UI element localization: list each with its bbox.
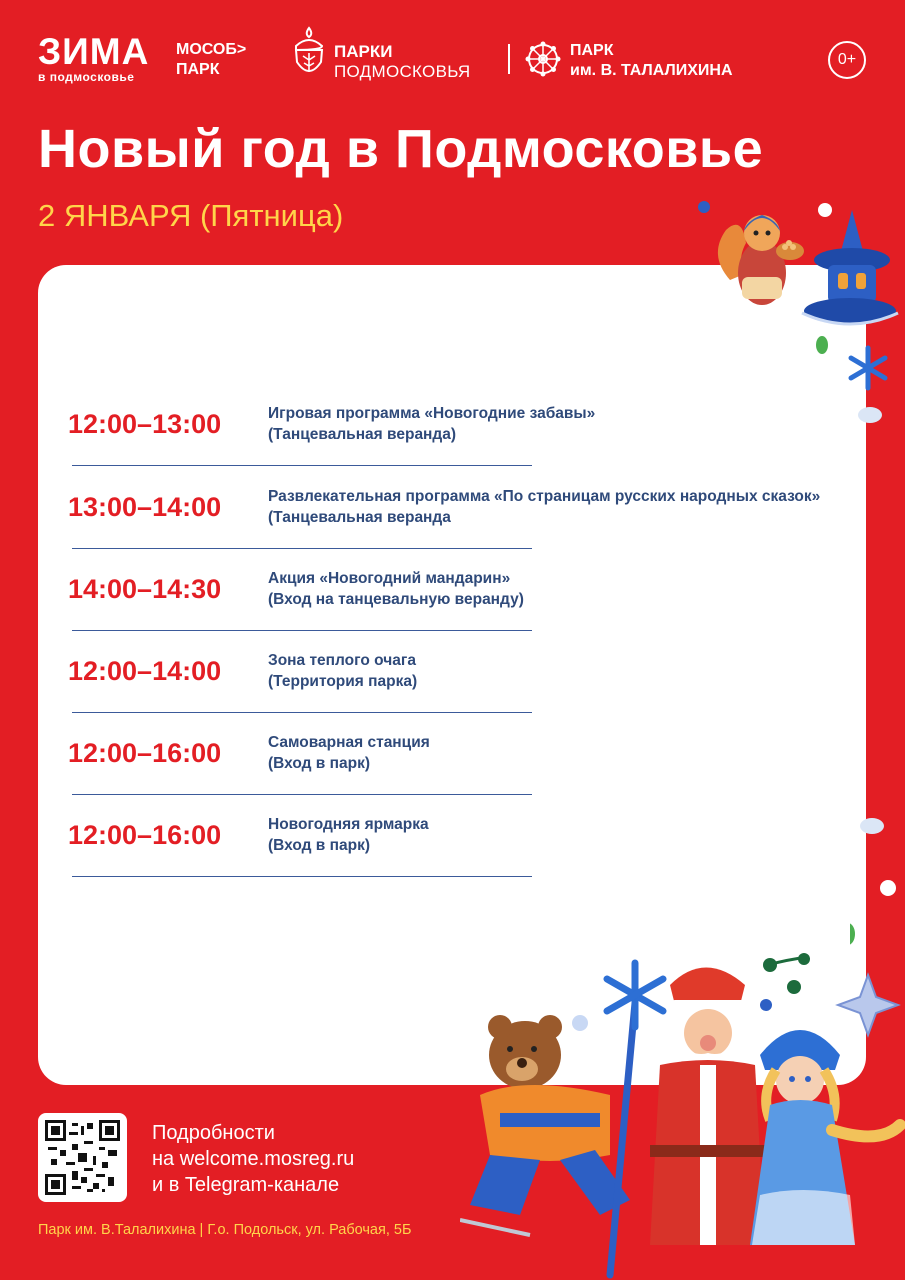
footer-address: Парк им. В.Талалихина | Г.о. Подольск, ул. Рабочая, 5Б [38,1222,412,1238]
schedule-activity: Самоварная станция [268,734,430,751]
schedule-time: 12:00–14:00 [68,656,222,686]
schedule-description [268,650,417,692]
schedule-location: (Территория парка) [268,673,418,690]
schedule-location: (Вход в парк) [268,755,370,772]
page-title: Новый год в Подмосковье [38,119,764,179]
leaf-ornament [816,336,828,354]
schedule-activity: Развлекательная программа «По страницам русских народных сказок» [268,488,821,505]
logo-divider [508,44,510,74]
star-ornament [838,975,898,1035]
mosobpark-logo[interactable] [176,40,246,80]
schedule-description [268,568,524,610]
blue-tower-ornament [802,210,898,324]
leaf-ornament [850,923,855,945]
schedule-location: (Вход в парк) [268,837,370,854]
row-divider [72,712,532,713]
zima-logo-title: ЗИМА [38,31,150,72]
schedule-time: 13:00–14:00 [68,492,222,522]
schedule-row [68,486,868,568]
schedule-description [268,732,430,774]
holly-berries [763,953,810,994]
squirrel-figurine [718,215,804,305]
qr-code[interactable] [38,1113,127,1202]
row-divider [72,548,532,549]
ornament-dot [698,201,710,213]
schedule-location: (Вход на танцевальную веранду) [268,591,524,608]
ornament-dot [818,203,832,217]
details-link[interactable]: на welcome.mosreg.ru [152,1148,355,1170]
schedule-time: 14:00–14:30 [68,574,222,604]
park-logo-line2: им. В. ТАЛАЛИХИНА [570,62,733,79]
details-line1: Подробности [152,1122,275,1144]
mosobpark-logo-line1: МОСОБ> [176,41,247,58]
schedule-location: (Танцевальная веранда) [268,426,457,443]
schedule-time: 12:00–16:00 [68,820,222,850]
header [0,22,905,92]
side-decoration [850,810,905,950]
park-logo-line1: ПАРК [570,42,614,59]
age-rating-badge: 0+ [828,41,866,79]
bottom-decoration [460,945,905,1280]
schedule-activity: Новогодняя ярмарка [268,816,429,833]
schedule-description [268,403,595,445]
schedule-location: (Танцевальная веранда [268,509,451,526]
bear-figurine [460,1015,630,1235]
row-divider [72,794,532,795]
schedule-row [68,732,868,814]
schedule-row [68,568,868,650]
zima-logo-subtitle: в подмосковье [38,70,135,84]
ferris-wheel-icon [524,40,562,78]
schedule-description [268,486,820,528]
schedule-row [68,650,868,732]
event-date: 2 ЯНВАРЯ (Пятница) [38,198,344,233]
row-divider [72,876,532,877]
details-info [152,1120,354,1198]
parki-logo-line2: ПОДМОСКОВЬЯ [334,62,471,81]
ornament-dot [572,1015,588,1031]
ornament-dot [760,999,772,1011]
schedule-description [268,814,429,856]
row-divider [72,630,532,631]
schedule-time: 12:00–16:00 [68,738,222,768]
schedule-activity: Зона теплого очага [268,652,416,669]
top-decoration [690,185,905,445]
zima-logo[interactable] [38,31,150,84]
acorn-icon [290,26,328,82]
schedule-row [68,814,868,896]
schedule-time: 12:00–13:00 [68,409,222,439]
ornament-dot [860,818,884,834]
snegurochka-figurine [750,1030,900,1245]
details-telegram[interactable]: и в Telegram-канале [152,1174,340,1196]
mosobpark-logo-line2: ПАРК [176,61,220,78]
ded-moroz-figurine [650,968,765,1246]
parki-logo-line1: ПАРКИ [334,42,393,61]
snowflake-icon [851,348,885,388]
schedule-activity: Акция «Новогодний мандарин» [268,570,511,587]
ornament-dot [880,880,896,896]
row-divider [72,465,532,466]
qr-code-image [45,1120,120,1195]
schedule-activity: Игровая программа «Новогодние забавы» [268,405,596,422]
ornament-dot [858,407,882,423]
